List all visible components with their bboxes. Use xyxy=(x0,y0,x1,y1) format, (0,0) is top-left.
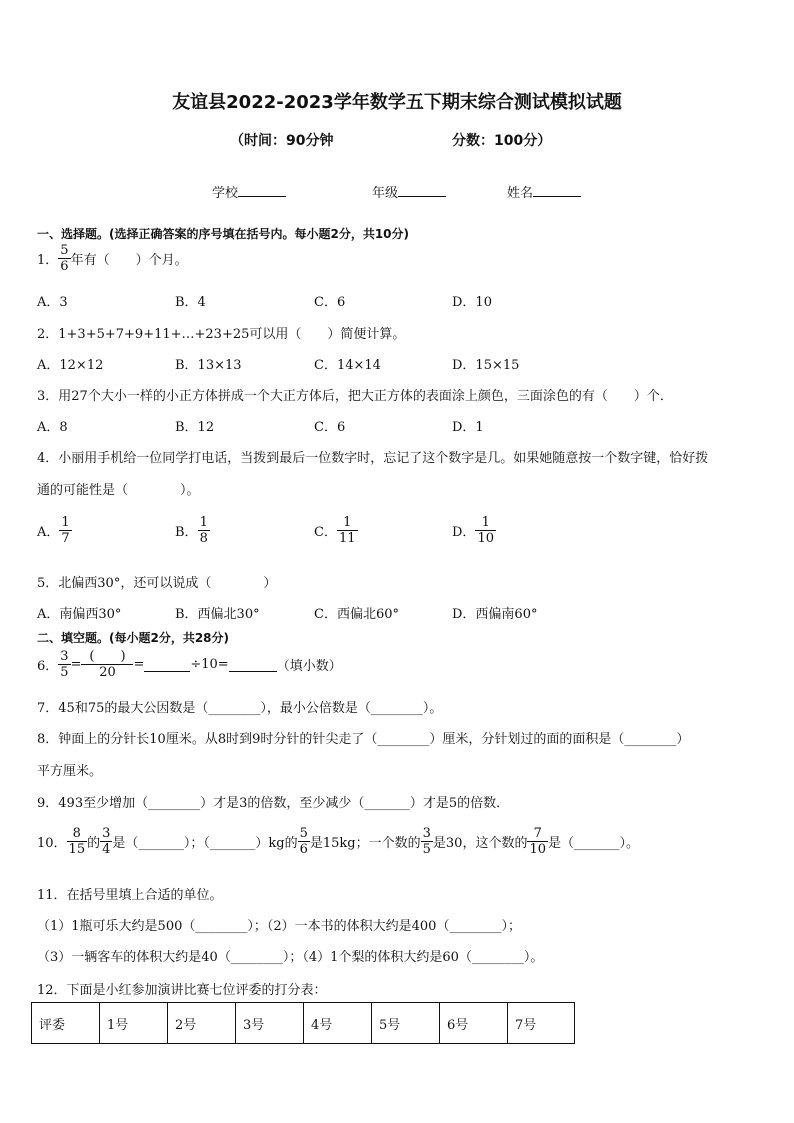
q5-option-c[interactable]: C．西偏北60° xyxy=(314,607,399,622)
q4-b-den: 8 xyxy=(199,531,208,546)
question-4-line1: 4．小丽用手机给一位同学打电话，当拨到最后一位数字时，忘记了这个数字是几。如果她随意按一个数字键，恰好拨 xyxy=(37,451,709,466)
q5-option-a[interactable]: A．南偏西30° xyxy=(37,607,122,622)
q1-frac-num: 5 xyxy=(60,243,69,258)
q1-option-d[interactable]: D．10 xyxy=(452,295,492,310)
q2-option-b[interactable]: B．13×13 xyxy=(175,358,242,373)
q10-frac-e xyxy=(527,826,548,857)
q4-c-den: 11 xyxy=(338,531,356,546)
q1-number: 1． xyxy=(37,253,59,268)
table-header-cell: 1号 xyxy=(100,1003,168,1044)
question-3: 3．用27个大小一样的小正方体拼成一个大正方体后，把大正方体的表面涂上颜色，三面涂色的有（ ）个． xyxy=(37,389,673,404)
school-field xyxy=(212,182,286,201)
question-1 xyxy=(37,243,188,274)
question-8-line1: 8．钟面上的分针长10厘米。从8时到9时分针的针尖走了（________）厘米，分针划过的面的面积是（________） xyxy=(37,732,690,747)
q1-frac-den: 6 xyxy=(60,259,69,274)
q4-c-num: 1 xyxy=(343,515,352,530)
q6-f2-den: 20 xyxy=(81,664,133,680)
q6-fraction-1 xyxy=(58,649,70,680)
grade-blank[interactable] xyxy=(398,196,446,197)
q6-divide: ÷10= xyxy=(190,657,229,672)
q10-e-num: 7 xyxy=(533,826,542,841)
q4-c-label: C． xyxy=(314,525,337,540)
q4-d-num: 1 xyxy=(481,515,490,530)
q1-text: 年有（ ）个月。 xyxy=(70,253,188,268)
question-4-line2: 通的可能性是（ ）。 xyxy=(37,483,200,498)
q10-text-3: 是30，这个数的 xyxy=(432,836,528,851)
q4-option-d[interactable] xyxy=(452,515,496,546)
section1-heading: 一、选择题。(选择正确答案的序号填在括号内。每小题2分，共10分) xyxy=(37,227,410,241)
q10-d-den: 5 xyxy=(422,842,431,857)
school-label: 学校 xyxy=(212,186,239,201)
q10-d-num: 3 xyxy=(422,826,431,841)
question-11-line1: （1）1瓶可乐大约是500（________）；（2）一本书的体积大约是400（________）； xyxy=(37,919,521,934)
q3-option-c[interactable]: C．6 xyxy=(314,420,346,435)
q10-e-den: 10 xyxy=(529,842,546,857)
school-blank[interactable] xyxy=(238,196,286,197)
table-header-cell: 2号 xyxy=(168,1003,236,1044)
q10-frac-c xyxy=(298,826,310,857)
table-header-cell: 4号 xyxy=(304,1003,372,1044)
q4-a-fraction xyxy=(59,515,71,546)
q1-fraction xyxy=(58,243,70,274)
q10-a-den: 15 xyxy=(68,842,86,857)
q4-a-label: A． xyxy=(37,525,60,540)
table-header-cell: 7号 xyxy=(508,1003,575,1044)
name-label: 姓名 xyxy=(507,186,534,201)
judges-score-table xyxy=(31,1002,575,1044)
q2-option-d[interactable]: D．15×15 xyxy=(452,358,520,373)
question-10 xyxy=(37,826,639,857)
q4-d-fraction xyxy=(475,515,496,546)
question-2: 2．1+3+5+7+9+11+…+23+25可以用（ ）简便计算。 xyxy=(37,327,406,342)
q1-option-a[interactable]: A．3 xyxy=(37,295,68,310)
q6-fraction-2 xyxy=(81,649,133,680)
q10-b-num: 3 xyxy=(102,826,111,841)
name-field xyxy=(507,182,581,201)
question-8-line2: 平方厘米。 xyxy=(37,764,103,779)
q6-equals-2: = xyxy=(133,657,145,672)
q10-b-den: 4 xyxy=(102,842,111,857)
question-11-line2: （3）一辆客车的体积大约是40（________）；（4）1个梨的体积大约是60（________）。 xyxy=(37,950,544,965)
question-5: 5．北偏西30°，还可以说成（ ） xyxy=(37,576,277,591)
table-header-cell: 3号 xyxy=(236,1003,304,1044)
q10-frac-b xyxy=(100,826,112,857)
table-header-cell: 6号 xyxy=(440,1003,508,1044)
q10-c-num: 5 xyxy=(299,826,308,841)
q3-option-b[interactable]: B．12 xyxy=(175,420,215,435)
question-11-title: 11．在括号里填上合适的单位。 xyxy=(37,888,223,903)
question-9: 9．493至少增加（________）才是3的倍数，至少减少（_______）才是5的倍数． xyxy=(37,796,510,811)
table-header-cell: 评委 xyxy=(32,1003,100,1044)
q4-a-den: 7 xyxy=(61,531,70,546)
q1-option-c[interactable]: C．6 xyxy=(314,295,346,310)
q4-b-num: 1 xyxy=(199,515,208,530)
q6-blank-2[interactable] xyxy=(229,657,277,672)
table-header-cell: 5号 xyxy=(372,1003,440,1044)
name-blank[interactable] xyxy=(533,196,581,197)
q4-c-fraction xyxy=(337,515,358,546)
q6-equals-1: = xyxy=(70,657,82,672)
question-12-title: 12．下面是小红参加演讲比赛七位评委的打分表： xyxy=(37,983,327,998)
q10-frac-d xyxy=(421,826,433,857)
q2-option-a[interactable]: A．12×12 xyxy=(37,358,104,373)
q6-f1-den: 5 xyxy=(60,665,69,680)
q6-f2-num[interactable]: ( ) xyxy=(89,649,126,664)
q6-note: （填小数） xyxy=(276,659,342,674)
q1-option-b[interactable]: B．4 xyxy=(175,295,206,310)
q3-option-d[interactable]: D．1 xyxy=(452,420,484,435)
q4-b-fraction xyxy=(198,515,210,546)
q4-d-label: D． xyxy=(452,525,476,540)
q4-option-c[interactable] xyxy=(314,515,358,546)
question-6 xyxy=(37,649,342,680)
q2-option-c[interactable]: C．14×14 xyxy=(314,358,381,373)
q6-blank-1[interactable] xyxy=(144,657,190,672)
q4-d-den: 10 xyxy=(477,531,494,546)
exam-time: （时间：90分钟 xyxy=(230,133,334,149)
q10-number: 10． xyxy=(37,836,67,851)
q10-frac-a xyxy=(67,826,88,857)
q4-b-label: B． xyxy=(175,525,198,540)
q4-option-b[interactable] xyxy=(175,515,210,546)
section2-heading: 二、填空题。(每小题2分，共28分) xyxy=(37,631,230,645)
q3-option-a[interactable]: A．8 xyxy=(37,420,68,435)
q6-number: 6． xyxy=(37,659,59,674)
table-row xyxy=(32,1003,575,1044)
q10-text-2: 是15kg；一个数的 xyxy=(309,836,421,851)
grade-field xyxy=(372,182,446,201)
q10-a-num: 8 xyxy=(72,826,81,841)
q10-text-4: 是（_______）。 xyxy=(548,836,640,851)
grade-label: 年级 xyxy=(372,186,399,201)
q5-option-d[interactable]: D．西偏南60° xyxy=(452,607,538,622)
q10-c-den: 6 xyxy=(299,842,308,857)
question-7: 7．45和75的最大公因数是（________），最小公倍数是（________）。 xyxy=(37,701,443,716)
q10-text-1: 是（_______）；（_______）kg的 xyxy=(112,836,298,851)
q4-a-num: 1 xyxy=(61,515,70,530)
q10-de: 的 xyxy=(87,836,101,851)
q6-f1-num: 3 xyxy=(60,649,69,664)
q5-option-b[interactable]: B．西偏北30° xyxy=(175,607,260,622)
exam-score: 分数：100分） xyxy=(452,133,552,149)
page-title: 友谊县2022-2023学年数学五下期末综合测试模拟试题 xyxy=(172,92,622,113)
q4-option-a[interactable] xyxy=(37,515,72,546)
